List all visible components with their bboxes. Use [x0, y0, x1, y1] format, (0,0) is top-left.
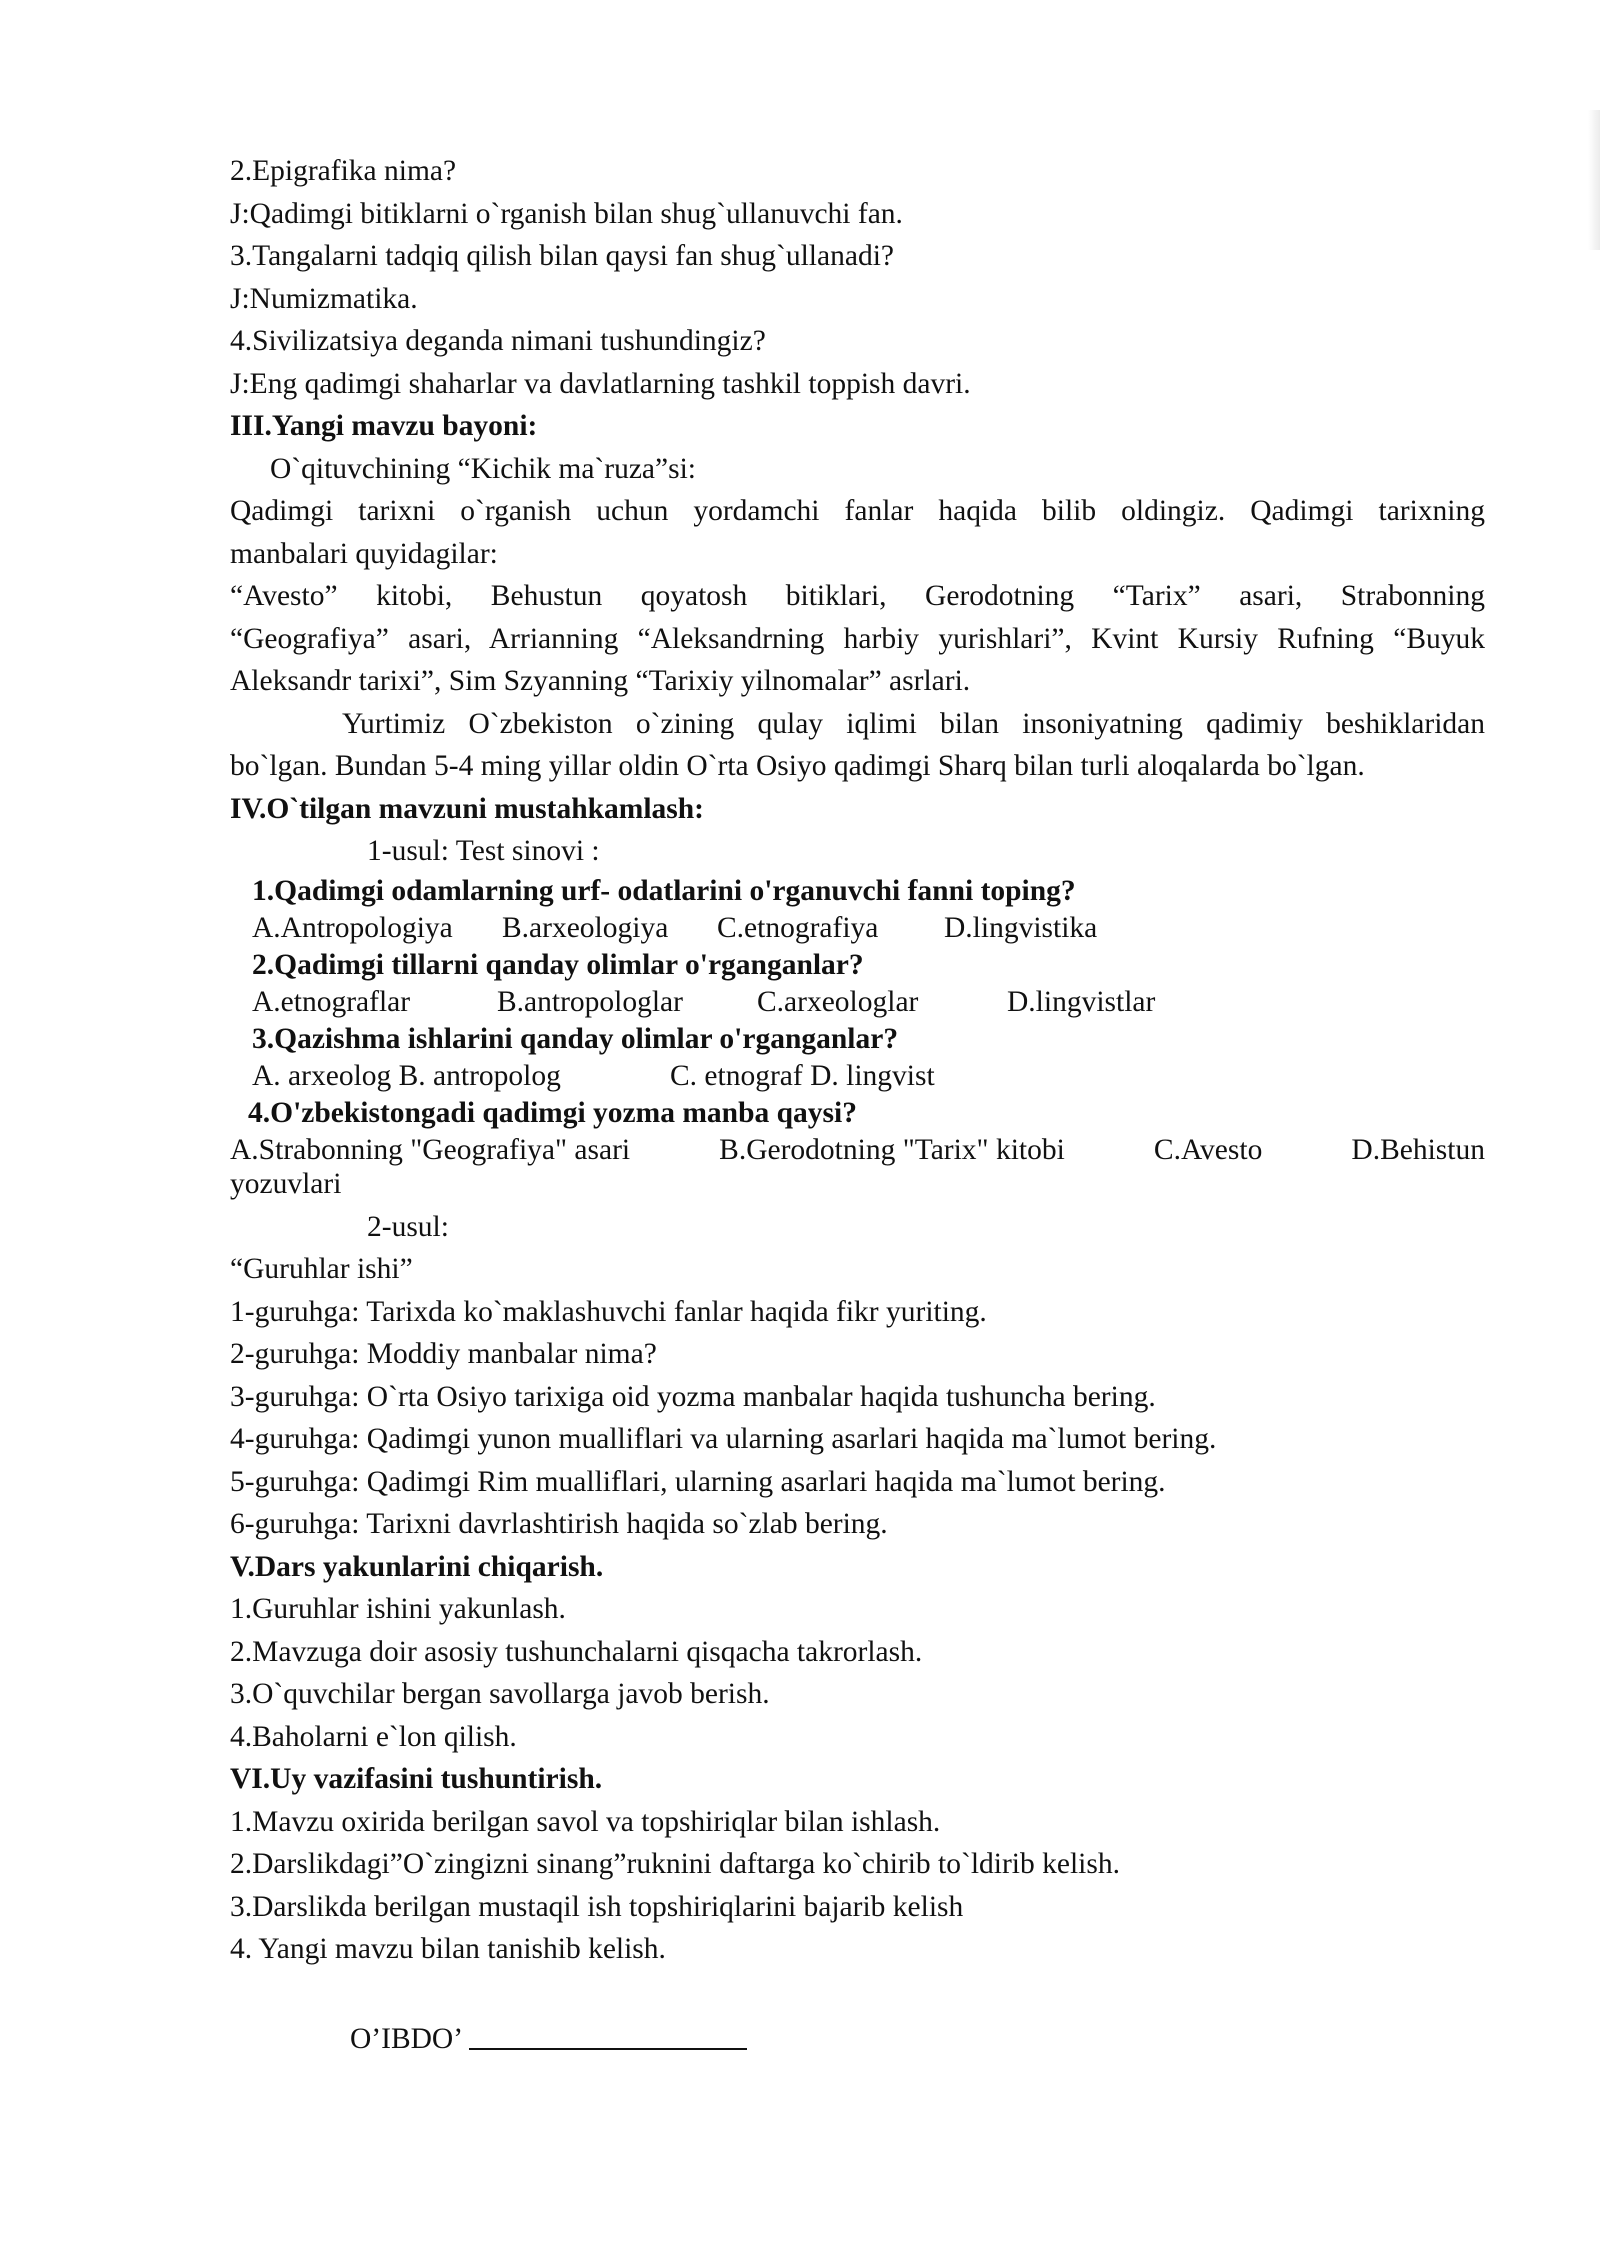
- homework-item-1: 1.Mavzu oxirida berilgan savol va topshiriqlar bilan ishlash.: [230, 1805, 941, 1838]
- question-3: 3.Tangalarni tadqiq qilish bilan qaysi fan shug`ullanadi?: [230, 240, 894, 272]
- answer-3: J:Numizmatika.: [230, 282, 418, 315]
- lecture-paragraph-3-line-1: Yurtimiz O`zbekiston o`zining qulay iqlimi bilan insoniyatning qadimiy beshiklaridan: [342, 707, 1485, 740]
- summary-item-4: 4.Baholarni e`lon qilish.: [230, 1720, 517, 1753]
- lecture-paragraph-1-line-2: manbalari quyidagilar:: [230, 537, 498, 570]
- group-task-3: 3-guruhga: O`rta Osiyo tarixiga oid yozma manbalar haqida tushuncha bering.: [230, 1380, 1156, 1413]
- test-question-2: 2.Qadimgi tillarni qanday olimlar o'rganganlar?: [252, 948, 864, 981]
- section-5-heading: V.Dars yakunlarini chiqarish.: [230, 1550, 604, 1583]
- page-edge-shadow: [1588, 110, 1600, 250]
- group-task-4: 4-guruhga: Qadimgi yunon mualliflari va ularning asarlari haqida ma`lumot bering.: [230, 1423, 1217, 1455]
- signature-label: O’IBDO’: [350, 2023, 464, 2055]
- group-task-2: 2-guruhga: Moddiy manbalar nima?: [230, 1338, 657, 1370]
- homework-item-2: 2.Darslikdagi”O`zingizni sinang”ruknini daftarga ko`chirib to`ldirib kelish.: [230, 1848, 1120, 1880]
- group-task-1: 1-guruhga: Tarixda ko`maklashuvchi fanlar haqida fikr yuriting.: [230, 1295, 987, 1328]
- question-2: 2.Epigrafika nima?: [230, 155, 457, 187]
- option-a: A.Strabonning "Geografiya" asari: [230, 1133, 631, 1166]
- option-c: C.arxeologlar: [757, 985, 919, 1018]
- option-c: C.etnografiya: [717, 911, 879, 944]
- lecture-paragraph-2-line-3: Aleksandr tarixi”, Sim Szyanning “Tarixiy yilnomalar” asrlari.: [230, 665, 971, 697]
- option-b: B.arxeologiya: [502, 911, 669, 944]
- section-6-heading: VI.Uy vazifasini tushuntirish.: [230, 1763, 603, 1795]
- signature-block: [350, 2018, 747, 2056]
- lecture-paragraph-1-line-1: Qadimgi tarixni o`rganish uchun yordamchi fanlar haqida bilib oldingiz. Qadimgi tarixning: [230, 495, 1485, 527]
- option-cd: C. etnograf D. lingvist: [670, 1059, 935, 1092]
- summary-item-2: 2.Mavzuga doir asosiy tushunchalarni qisqacha takrorlash.: [230, 1635, 923, 1668]
- option-b: B.Gerodotning "Tarix" kitobi: [719, 1133, 1065, 1166]
- lecture-paragraph-3-line-2: bo`lgan. Bundan 5-4 ming yillar oldin O`rta Osiyo qadimgi Sharq bilan turli aloqalarda bo`lgan.: [230, 750, 1365, 782]
- answer-4: J:Eng qadimgi shaharlar va davlatlarning tashkil toppish davri.: [230, 367, 971, 400]
- lecture-paragraph-2-line-2: “Geografiya” asari, Arrianning “Aleksandrning harbiy yurishlari”, Kvint Kursiy Rufning “Buyuk: [230, 622, 1485, 655]
- test-question-3: 3.Qazishma ishlarini qanday olimlar o'rganganlar?: [252, 1022, 899, 1055]
- section-4-heading: IV.O`tilgan mavzuni mustahkamlash:: [230, 792, 705, 825]
- option-d: D.lingvistlar: [1007, 985, 1156, 1018]
- option-ab: A. arxeolog B. antropolog: [252, 1059, 561, 1092]
- test-question-1: 1.Qadimgi odamlarning urf- odatlarini o'rganuvchi fanni toping?: [252, 874, 1076, 907]
- test-question-4: 4.O'zbekistongadi qadimgi yozma manba qaysi?: [248, 1096, 857, 1129]
- test-question-4-options-continued: yozuvlari: [230, 1167, 342, 1200]
- method-2-label: 2-usul:: [367, 1210, 449, 1243]
- option-a: A.etnograflar: [252, 985, 411, 1018]
- test-question-2-options: [230, 984, 1485, 1021]
- option-a: A.Antropologiya: [252, 911, 453, 944]
- section-3-heading: III.Yangi mavzu bayoni:: [230, 410, 538, 442]
- group-work-title: “Guruhlar ishi”: [230, 1253, 413, 1285]
- option-d: D.lingvistika: [944, 911, 1098, 944]
- option-b: B.antropologlar: [497, 985, 683, 1018]
- test-question-4-options: [230, 1132, 1485, 1169]
- lecture-paragraph-2-line-1: “Avesto” kitobi, Behustun qoyatosh bitiklari, Gerodotning “Tarix” asari, Strabonning: [230, 580, 1485, 612]
- method-1-label: 1-usul: Test sinovi :: [367, 835, 600, 867]
- question-4: 4.Sivilizatsiya deganda nimani tushundingiz?: [230, 325, 766, 357]
- signature-line: [469, 2018, 747, 2050]
- document-body: [230, 150, 1485, 1971]
- option-d: D.Behistun: [1351, 1133, 1485, 1166]
- summary-item-1: 1.Guruhlar ishini yakunlash.: [230, 1593, 566, 1625]
- group-task-5: 5-guruhga: Qadimgi Rim mualliflari, ularning asarlari haqida ma`lumot bering.: [230, 1465, 1166, 1498]
- summary-item-3: 3.O`quvchilar bergan savollarga javob berish.: [230, 1678, 770, 1710]
- group-task-6: 6-guruhga: Tarixni davrlashtirish haqida so`zlab bering.: [230, 1508, 888, 1540]
- homework-item-4: 4. Yangi mavzu bilan tanishib kelish.: [230, 1933, 666, 1965]
- test-question-1-options: [230, 910, 1485, 947]
- option-c: C.Avesto: [1153, 1133, 1263, 1166]
- lecture-intro: O`qituvchining “Kichik ma`ruza”si:: [270, 452, 696, 485]
- answer-2: J:Qadimgi bitiklarni o`rganish bilan shug`ullanuvchi fan.: [230, 197, 903, 230]
- homework-item-3: 3.Darslikda berilgan mustaqil ish topshiriqlarini bajarib kelish: [230, 1890, 964, 1923]
- test-question-3-options: [230, 1058, 1485, 1095]
